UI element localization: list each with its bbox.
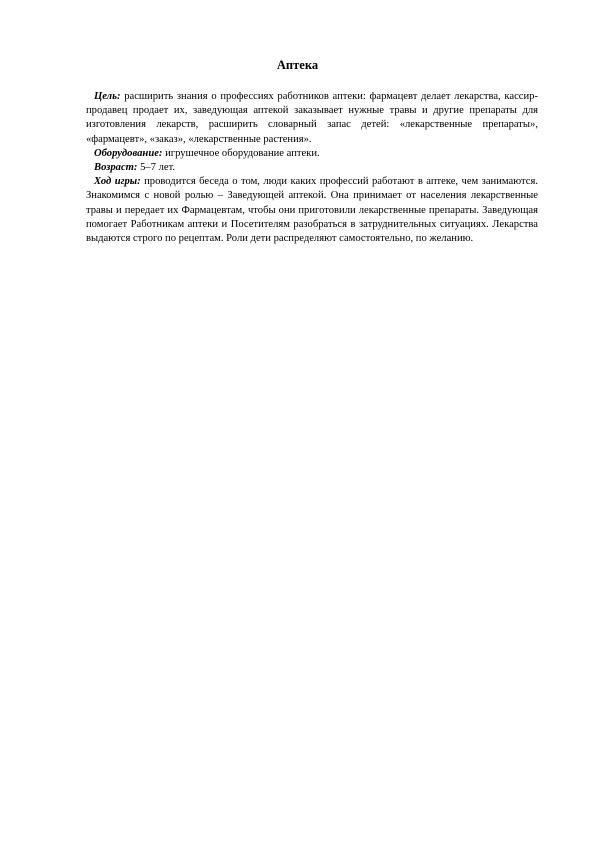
game-flow-label: Ход игры: [94, 176, 141, 188]
game-flow-text: проводится беседа о том, люди каких профессий работают в аптеке, чем занимаются. Знакомимся с новой ролью – Заведующей аптекой. Она принимает от населения лекарственные травы и передает их Фармацевтам, чтобы они приготовили лекарственные препараты. Заведующая помогает Работникам аптеки и Посетителям разобраться в затруднительных ситуациях. Лекарства выдаются строго по рецептам. Роли дети распределяют самостоятельно, по желанию. [86, 176, 538, 245]
age-paragraph [86, 161, 538, 175]
goal-text: расширить знания о профессиях работников аптеки: фармацевт делает лекарства, кассир-продавец продает их, заведующая аптекой заказывает нужные травы и другие препараты для изготовления лекарств, расширить словарный запас детей: «лекарственные препараты», «фармацевт», «заказ», «лекарственные растения». [86, 91, 538, 145]
equipment-label: Оборудование: [94, 147, 163, 159]
game-flow-paragraph [86, 175, 538, 246]
age-label: Возраст: [94, 162, 138, 174]
equipment-paragraph [86, 147, 538, 161]
goal-label: Цель: [94, 91, 121, 102]
page-title: Аптека [276, 58, 319, 72]
equipment-text: игрушечное оборудование аптеки. [162, 147, 320, 159]
goal-paragraph [86, 90, 538, 147]
document-body [86, 90, 538, 246]
age-text: 5–7 лет. [137, 162, 176, 174]
